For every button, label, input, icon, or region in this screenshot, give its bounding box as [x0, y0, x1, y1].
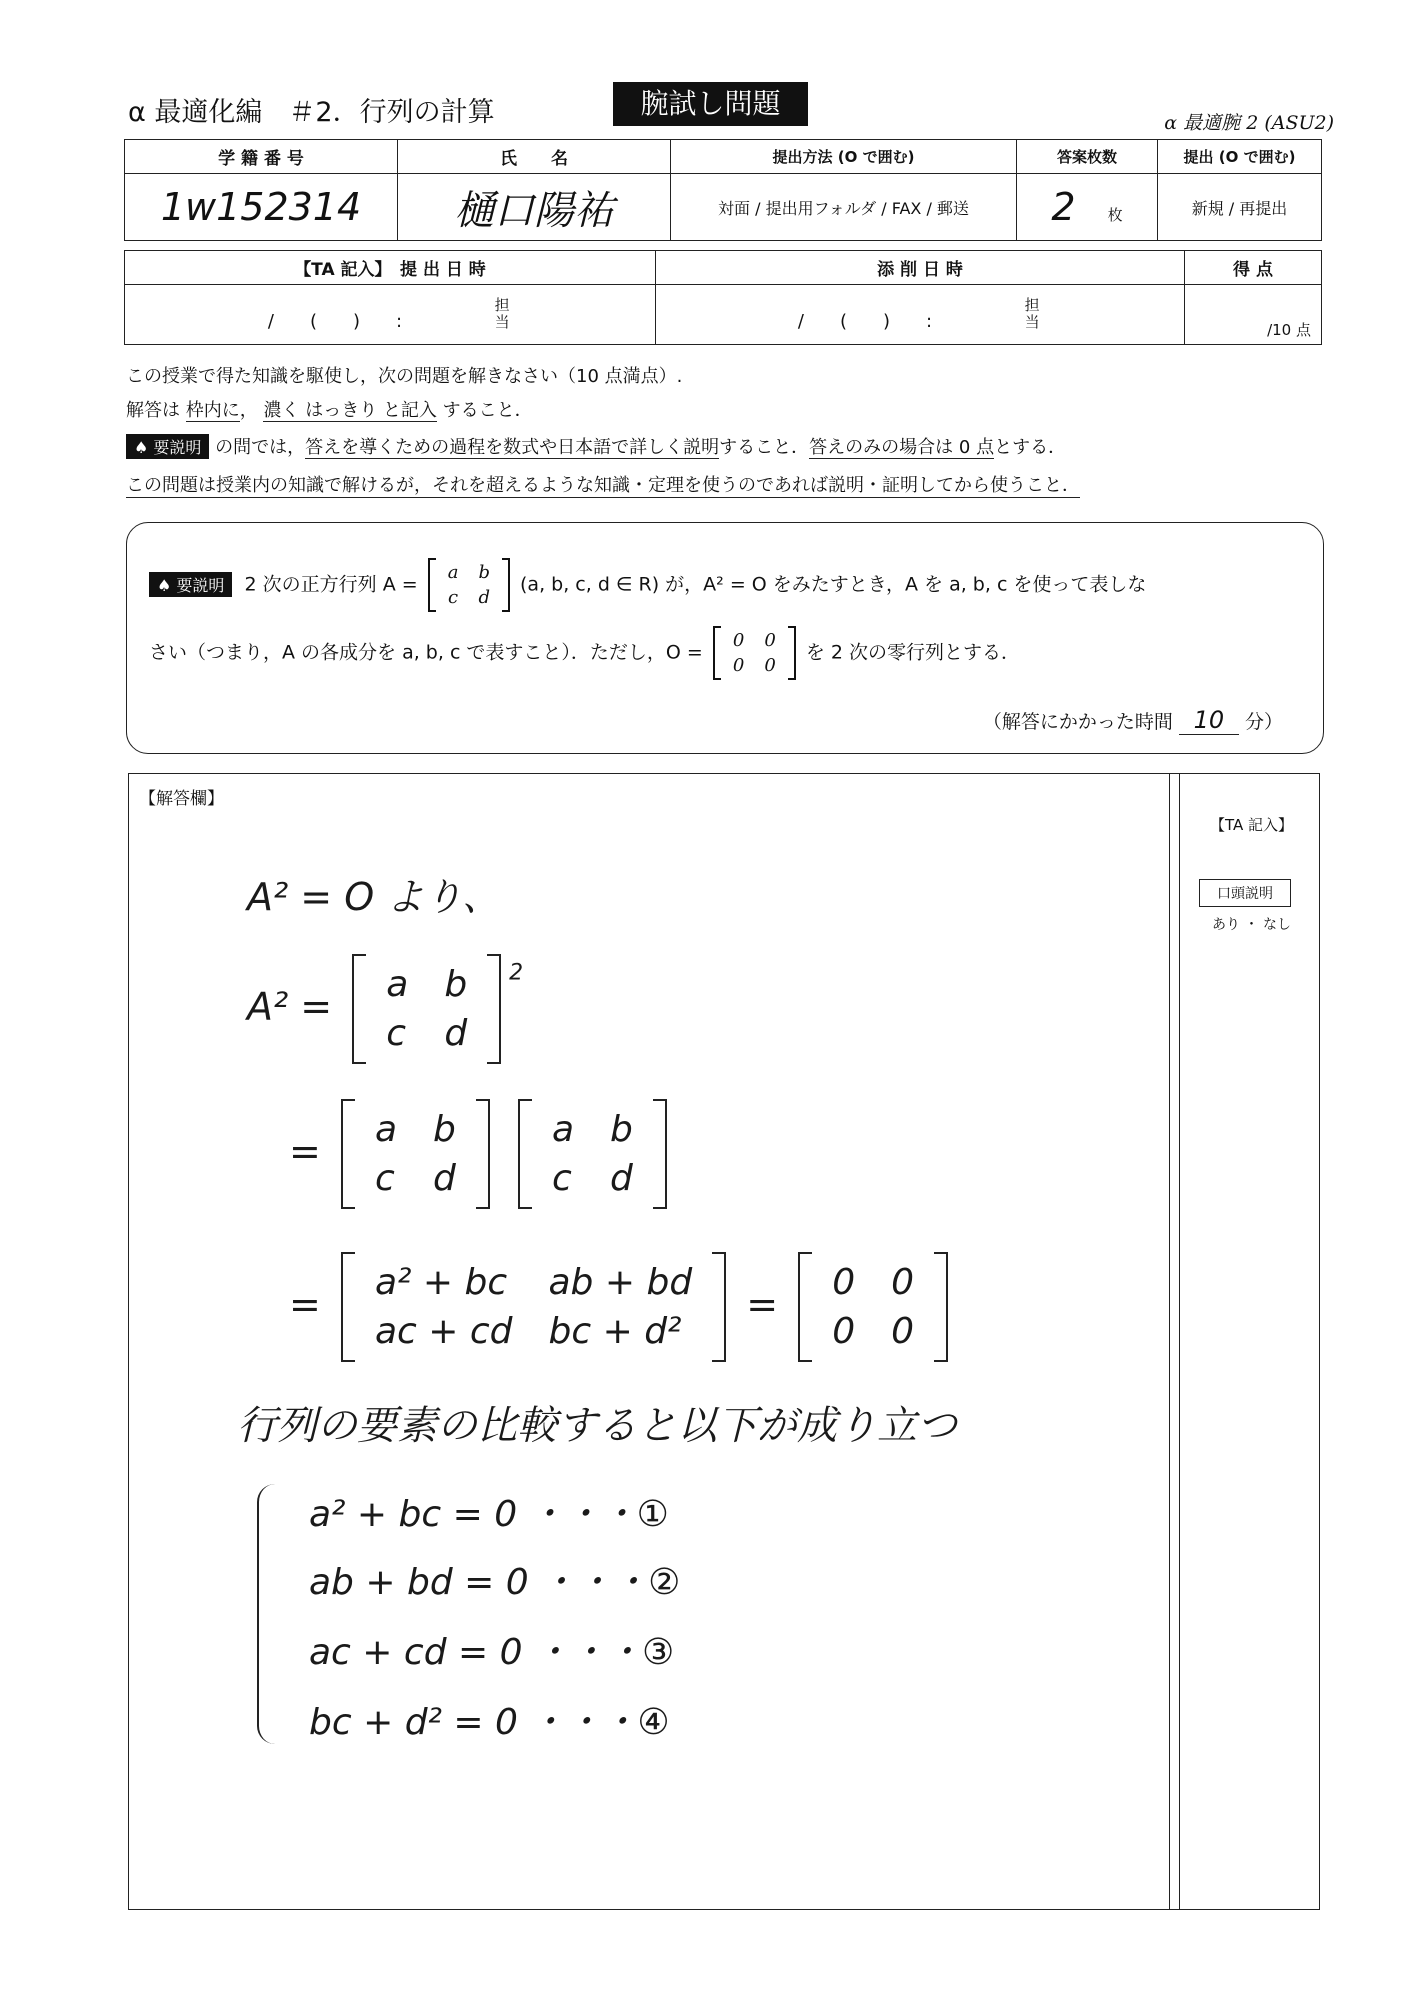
name-value: 樋口陽祐	[398, 174, 671, 241]
matrix-a-hand	[352, 954, 501, 1064]
time-label: （解答にかかった時間	[982, 711, 1173, 733]
ta-score-value: /10 点	[1185, 285, 1322, 345]
hand-cell: ac + cd	[374, 1311, 513, 1352]
answer-divider-inner	[1179, 774, 1180, 1909]
eq-sign: =	[289, 1282, 321, 1327]
hand-cell: bc + d²	[548, 1311, 682, 1352]
problem-text-1: 2 次の正方行列 A =	[244, 573, 418, 596]
ta-tantou-2: 担当	[1024, 295, 1040, 331]
hand-cell: d	[610, 1158, 633, 1199]
inst3-b: 答えを導くための過程を数式や日本語で詳しく説明	[305, 437, 720, 458]
hand-cell: b	[444, 964, 468, 1005]
inst2-b: 枠内に	[185, 400, 240, 421]
inst2-c: ，	[239, 400, 258, 421]
inst3-e: とする．	[994, 437, 1067, 458]
problem-text-4: を 2 次の零行列とする．	[805, 641, 1021, 664]
matrix-a-cell: b	[478, 562, 490, 583]
method-options: 対面 / 提出用フォルダ / FAX / 郵送	[671, 174, 1017, 241]
header-submit: 提出 (O で囲む)	[1158, 140, 1322, 174]
matrix-a-cell: c	[448, 587, 459, 608]
equation-2: ab + bd = 0 ・・・②	[309, 1562, 681, 1603]
time-unit: 分）	[1244, 711, 1283, 733]
hand-cell: a	[386, 964, 409, 1005]
ta-review-label: 添 削 日 時	[656, 251, 1185, 285]
inst2-d: 濃く はっきり と記入	[263, 400, 437, 421]
matrix-a	[428, 558, 510, 612]
title-part2: ＃2．行列の計算	[288, 97, 495, 128]
instruction-line-1: この授業で得た知識を駆使し，次の問題を解きなさい（10 点満点）.	[126, 366, 683, 387]
matrix-a-hand-left	[341, 1099, 490, 1209]
hand-cell: a	[374, 1109, 397, 1150]
ta-score-label: 得 点	[1185, 251, 1322, 285]
inst3-a: の問では，	[215, 437, 306, 458]
sheets-unit: 枚	[1107, 206, 1123, 224]
exponent: 2	[509, 960, 524, 986]
hand-cell: ab + bd	[548, 1262, 693, 1303]
problem-text-2: (a, b, c, d ∈ R) が，A² = O をみたすとき，A を a, b, c を使って表しな	[520, 573, 1147, 596]
ta-tantou-1: 担当	[494, 295, 510, 331]
eq-sign: =	[746, 1282, 779, 1327]
ta-table	[124, 250, 1322, 345]
ta-note-label: 【TA 記入】	[1209, 816, 1294, 834]
inst3-c: すること．	[719, 437, 810, 458]
inst2-e: すること．	[442, 400, 533, 421]
header-name: 氏 名	[398, 140, 671, 174]
explain-tag: ♠ 要説明	[126, 434, 209, 459]
problem-line-1	[149, 558, 1146, 612]
instruction-line-3	[126, 433, 1066, 459]
eq-sign: =	[289, 1129, 321, 1174]
hand-cell: 0	[891, 1311, 915, 1352]
matrix-o-cell: 0	[764, 655, 776, 676]
matrix-a-cell: d	[478, 587, 490, 608]
header-method: 提出方法 (O で囲む)	[671, 140, 1017, 174]
answer-label: 【解答欄】	[139, 789, 224, 809]
answer-line-2	[247, 954, 523, 1064]
hand-cell: a² + bc	[374, 1262, 508, 1303]
hand-cell: c	[386, 1013, 407, 1054]
compare-text: 行列の要素の比較すると以下が成り立つ	[237, 1403, 957, 1449]
hand-cell: d	[444, 1013, 468, 1054]
title-badge: 腕試し問題	[613, 82, 808, 126]
hand-cell: 0	[832, 1262, 856, 1303]
title-part1: α 最適化編	[128, 97, 263, 128]
instruction-line-2	[126, 396, 533, 422]
answer-line-1: A² = O より、	[247, 875, 501, 919]
hand-cell: d	[433, 1158, 456, 1199]
course-code: α 最適腕 2 (ASU2)	[1164, 112, 1334, 134]
time-line	[983, 706, 1283, 735]
matrix-a-cell: a	[447, 562, 459, 583]
header-student-id: 学 籍 番 号	[125, 140, 398, 174]
ta-submit-label: 【TA 記入】 提 出 日 時	[125, 251, 656, 285]
sheets-value: 2	[1051, 185, 1076, 229]
matrix-product-hand	[341, 1252, 726, 1362]
inst2-a: 解答は	[126, 400, 180, 421]
answer-line-3	[289, 1099, 675, 1209]
info-table	[124, 139, 1322, 241]
equation-3: ac + cd = 0 ・・・③	[309, 1632, 675, 1673]
page-title	[128, 90, 495, 129]
equation-brace	[257, 1484, 277, 1744]
problem-text-3: さい（つまり，A の各成分を a, b, c で表すこと）．ただし，O =	[149, 641, 703, 664]
problem-line-2	[149, 626, 1020, 680]
ta-review-cell	[656, 285, 1185, 345]
problem-box	[126, 522, 1324, 754]
answer-divider	[1169, 774, 1170, 1909]
matrix-o-cell: 0	[732, 630, 745, 651]
oral-explanation-box: 口頭説明	[1199, 879, 1291, 907]
ta-submit-date: / ( ) :	[267, 310, 403, 332]
hand-cell: b	[433, 1109, 456, 1150]
inst3-d: 答えのみの場合は 0 点	[809, 437, 995, 458]
equation-1: a² + bc = 0 ・・・①	[309, 1494, 669, 1535]
hand-cell: c	[374, 1158, 395, 1199]
hand-cell: 0	[891, 1262, 915, 1303]
submit-options: 新規 / 再提出	[1158, 174, 1322, 241]
hand-cell: b	[610, 1109, 633, 1150]
matrix-o-cell: 0	[764, 630, 776, 651]
problem-tag: ♠ 要説明	[149, 572, 232, 597]
matrix-a-hand-right	[518, 1099, 667, 1209]
a-squared-lhs: A² =	[247, 984, 333, 1029]
ta-submit-cell	[125, 285, 656, 345]
sheets-cell	[1017, 174, 1158, 241]
student-id-value: 1w152314	[125, 174, 398, 241]
answer-box	[128, 773, 1320, 1910]
matrix-zero-hand	[798, 1252, 948, 1362]
instruction-line-4: この問題は授業内の知識で解けるが，それを超えるような知識・定理を使うのであれば説明・証明してから使うこと．	[126, 471, 1080, 498]
hand-cell: c	[551, 1158, 572, 1199]
matrix-o	[713, 626, 796, 680]
answer-line-4	[289, 1252, 956, 1362]
header-sheets: 答案枚数	[1017, 140, 1158, 174]
oral-options: あり ・ なし	[1212, 917, 1291, 933]
equation-4: bc + d² = 0 ・・・④	[309, 1702, 670, 1743]
ta-review-date: / ( ) :	[797, 310, 933, 332]
matrix-o-cell: 0	[732, 655, 745, 676]
hand-cell: a	[551, 1109, 575, 1150]
time-value: 10	[1179, 706, 1239, 735]
hand-cell: 0	[832, 1311, 856, 1352]
